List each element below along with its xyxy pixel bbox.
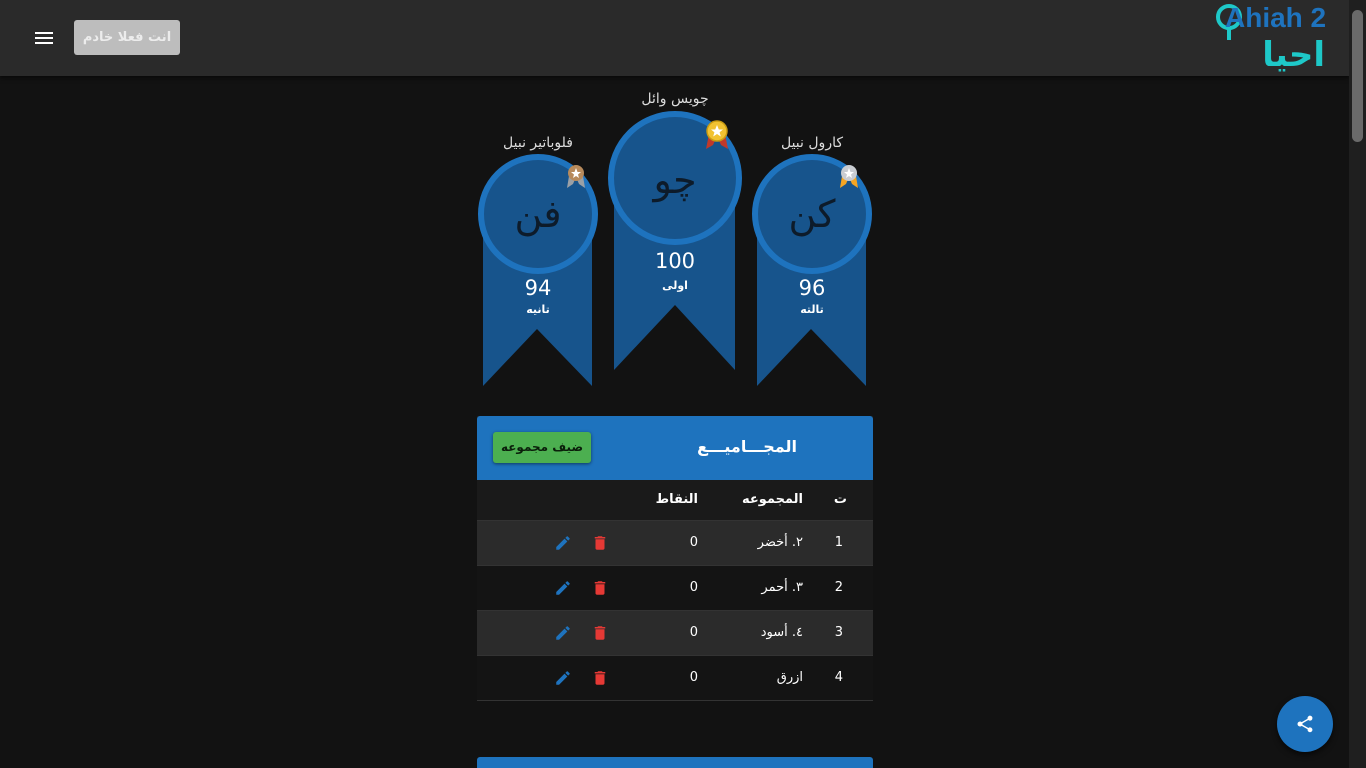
podium-ribbons [470,82,880,392]
row-group-name: ٣. أحمر [761,580,803,595]
row-points: 0 [689,670,698,685]
groups-card [477,416,873,701]
row-group-name: ٢. أخضر [757,535,803,550]
column-header-points: النقاط [655,492,698,507]
add-group-button[interactable]: ضيف مجموعه [493,432,591,463]
groups-title: المجـــاميـــع [697,437,797,456]
first-place-name: چويس وائل [641,91,709,107]
third-place-name: كارول نبيل [780,135,844,151]
row-group-name: ٤. أسود [760,625,803,640]
row-index: 3 [834,625,843,640]
first-place-initials: چو [653,158,697,202]
delete-icon[interactable] [591,579,609,597]
logo-latin-text: Ahiah 2 [1225,2,1327,33]
delete-icon[interactable] [591,534,609,552]
row-index: 2 [834,580,843,595]
third-place-initials: كن [788,192,836,236]
top-app-bar [0,0,1349,76]
groups-card-header [477,416,873,480]
leaderboard-podium [470,82,880,392]
table-row [477,566,873,611]
server-mode-button[interactable]: انت فعلا خادم [74,20,180,55]
column-header-index: ت [833,492,847,507]
row-index: 4 [834,670,843,685]
table-row [477,611,873,656]
second-place-rank: تانيه [526,303,550,316]
silver-medal-icon [838,164,860,190]
row-points: 0 [689,535,698,550]
table-row [477,521,873,566]
delete-icon[interactable] [591,624,609,642]
edit-icon[interactable] [554,579,572,597]
groups-table-header [477,480,873,521]
delete-icon[interactable] [591,669,609,687]
first-place-rank: اولى [662,279,688,292]
row-index: 1 [834,535,843,550]
third-place-rank: تالته [800,303,824,316]
logo [1208,0,1332,72]
menu-icon[interactable] [32,28,56,48]
second-place-score: 94 [524,276,552,300]
share-icon [1295,714,1315,734]
third-place-score: 96 [798,276,826,300]
logo-arabic-text: احيا [1262,35,1325,72]
scrollbar-thumb[interactable] [1352,10,1363,142]
gold-medal-icon [704,120,730,152]
edit-icon[interactable] [554,534,572,552]
edit-icon[interactable] [554,624,572,642]
bronze-medal-icon [565,164,587,190]
row-points: 0 [689,580,698,595]
first-place-score: 100 [654,249,696,273]
share-button[interactable] [1277,696,1333,752]
table-row [477,656,873,701]
edit-icon[interactable] [554,669,572,687]
column-header-group: المجموعه [741,492,803,507]
next-card-header [477,757,873,768]
row-points: 0 [689,625,698,640]
second-place-name: فلوباتير نبيل [503,135,573,151]
row-group-name: ازرق [776,670,803,685]
second-place-initials: فن [514,192,562,236]
scrollbar[interactable] [1349,0,1366,768]
